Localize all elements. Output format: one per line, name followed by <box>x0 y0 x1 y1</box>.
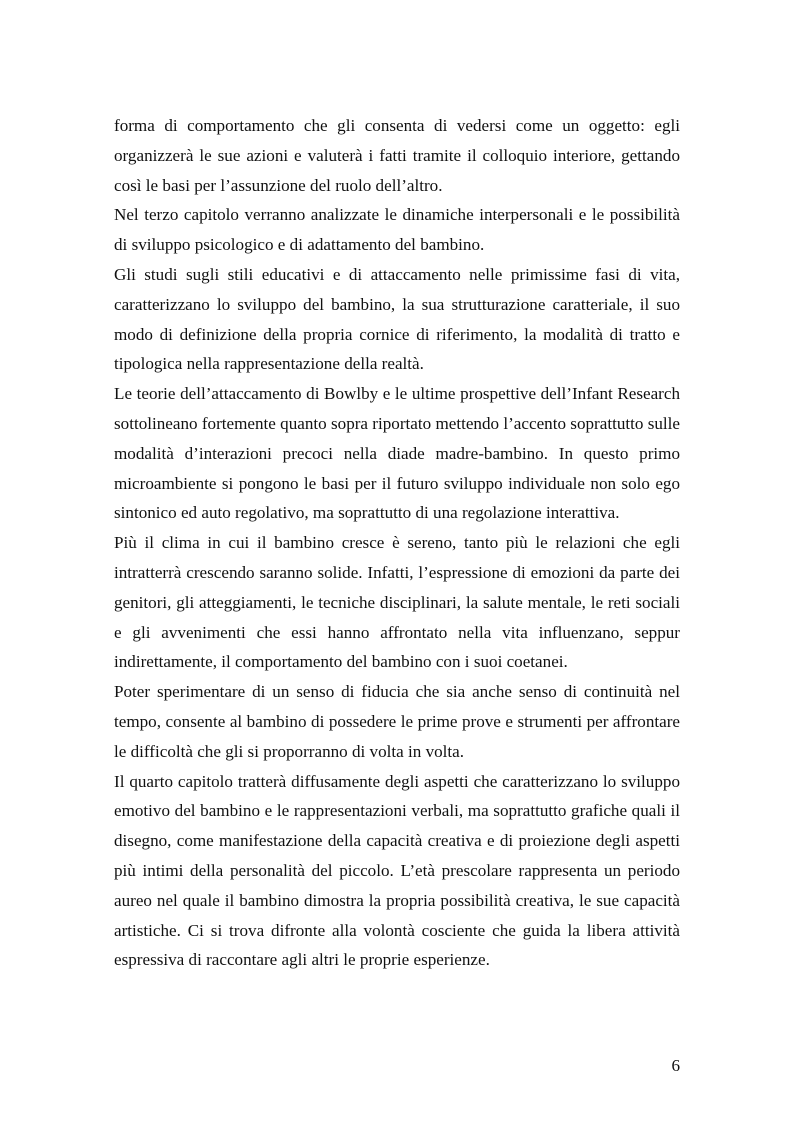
paragraph: Il quarto capitolo tratterà diffusamente degli aspetti che caratterizzano lo sviluppo emotivo del bambino e le rappresentazioni verbali, ma soprattutto grafiche quali il disegno, come manifestazione della capacità creativa e di proiezione degli aspetti più intimi della personalità del piccolo. L’età prescolare rappresenta un periodo aureo nel quale il bambino dimostra la propria possibilità creativa, le sue capacità artistiche. Ci si trova difronte alla volontà cosciente che guida la libera attività espressiva di raccontare agli altri le proprie esperienze. <box>114 771 680 970</box>
paragraph: Le teorie dell’attaccamento di Bowlby e le ultime prospettive dell’Infant Research sottolineano fortemente quanto sopra riportato mettendo l’accento soprattutto sulle modalità d’interazioni precoci nella diade madre-bambino. In questo primo microambiente si pongono le basi per il futuro sviluppo individuale non solo ego sintonico ed auto regolativo, ma soprattutto di una regolazione interattiva. <box>114 384 680 523</box>
body-text <box>114 111 680 975</box>
paragraph: forma di comportamento che gli consenta di vedersi come un oggetto: egli organizzerà le sue azioni e valuterà i fatti tramite il colloquio interiore, gettando così le basi per l’assunzione del ruolo dell’altro. <box>114 116 680 195</box>
paragraph: Più il clima in cui il bambino cresce è sereno, tanto più le relazioni che egli intratterrà crescendo saranno solide. Infatti, l’espressione di emozioni da parte dei genitori, gli atteggiamenti, le tecniche disciplinari, la salute mentale, le reti sociali e gli avvenimenti che essi hanno affrontato nella vita influenzano, seppur indirettamente, il comportamento del bambino con i suoi coetanei. <box>114 533 680 672</box>
paragraph: Poter sperimentare di un senso di fiducia che sia anche senso di continuità nel tempo, consente al bambino di possedere le prime prove e strumenti per affrontare le difficoltà che gli si proporranno di volta in volta. <box>114 682 680 761</box>
paragraph: Gli studi sugli stili educativi e di attaccamento nelle primissime fasi di vita, caratterizzano lo sviluppo del bambino, la sua strutturazione caratteriale, il suo modo di definizione della propria cornice di riferimento, la modalità di tratto e tipologica nella rappresentazione della realtà. <box>114 264 680 374</box>
page-number: 6 <box>671 1056 680 1075</box>
paragraph: Nel terzo capitolo verranno analizzate le dinamiche interpersonali e le possibilità di sviluppo psicologico e di adattamento del bambino. <box>114 205 680 255</box>
